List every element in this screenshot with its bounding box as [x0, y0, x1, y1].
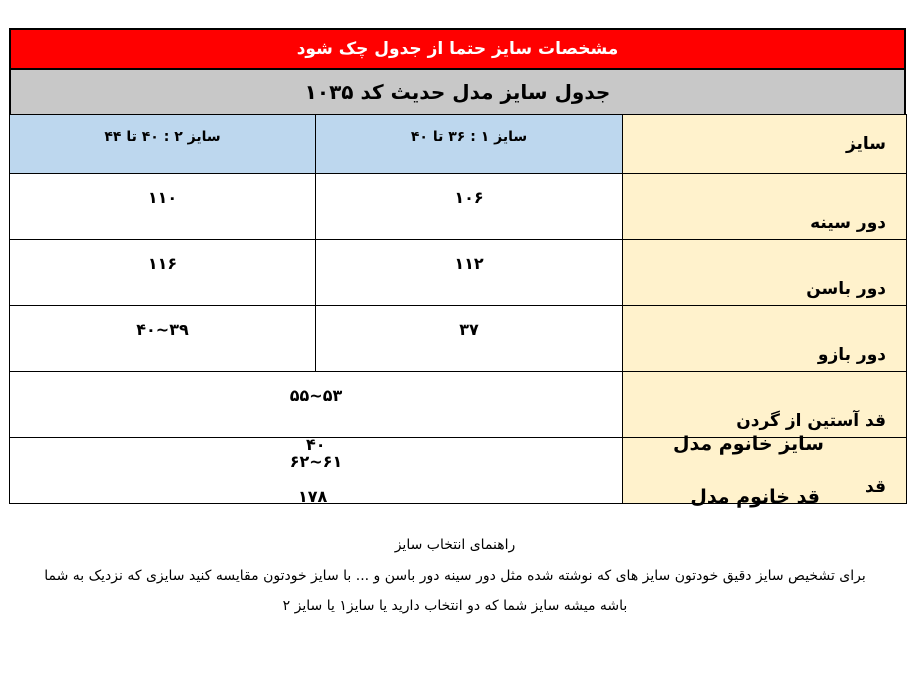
header-size1-cell: [316, 115, 623, 174]
row-size1-value: ۱۱۲: [454, 254, 484, 273]
header-size2-cell: [10, 115, 316, 174]
row-size1-cell: [316, 240, 623, 306]
row-label: دور باسن: [806, 279, 886, 299]
row-label-cell: [623, 306, 907, 372]
row-size2-cell: [10, 174, 316, 240]
row-merged-cell: [10, 372, 623, 438]
row-merged-value: ۶۱~۶۲: [289, 452, 343, 471]
table-title-band: [9, 68, 906, 116]
header-label-cell: [623, 115, 907, 174]
row-size1-value: ۱۰۶: [454, 188, 484, 207]
model-size-label: سایز خانوم مدل: [672, 433, 824, 455]
row-size2-value: ۱۱۶: [147, 254, 178, 273]
model-height-label: قد خانوم مدل: [690, 486, 820, 508]
header-label: سایز: [845, 134, 886, 154]
row-size1-cell: [316, 306, 623, 372]
model-height-value: ۱۷۸: [298, 487, 328, 506]
row-size2-value: ۱۱۰: [147, 188, 178, 207]
warning-banner-text: مشخصات سایز حتما از جدول چک شود: [296, 39, 619, 59]
row-size1-cell: [316, 174, 623, 240]
table-row: [10, 174, 907, 240]
row-size2-cell: [10, 240, 316, 306]
row-size1-value: ۳۷: [459, 320, 479, 339]
row-label-cell: [623, 174, 907, 240]
row-size2-cell: [10, 306, 316, 372]
table-title: جدول سایز مدل حدیث کد ۱۰۳۵: [304, 80, 611, 104]
row-label: قد آستین از گردن: [736, 411, 886, 431]
guide-title: راهنمای انتخاب سایز: [394, 537, 516, 553]
row-label: دور سینه: [810, 213, 886, 233]
header-size1: سایز ۱ : ۳۶ تا ۴۰: [410, 129, 528, 145]
row-size2-value: ۳۹~۴۰: [136, 320, 189, 339]
row-label: دور بازو: [817, 345, 886, 365]
model-size-value: ۴۰: [306, 435, 326, 454]
table-row: [10, 240, 907, 306]
warning-banner: [9, 28, 906, 70]
table-row: [10, 372, 907, 438]
table-header-row: [10, 115, 907, 174]
row-label-cell: [623, 240, 907, 306]
guide-text-line1: برای تشخیص سایز دقیق خودتون سایز های که نوشته شده مثل دور سینه دور باسن و ... با سایز خودتون مقایسه کنید سایزی که نزدیک به شما: [44, 568, 866, 584]
row-label: قد: [865, 477, 886, 497]
row-label-cell: [623, 372, 907, 438]
row-merged-value: ۵۳~۵۵: [289, 386, 343, 405]
table-row: [10, 306, 907, 372]
header-size2: سایز ۲ : ۴۰ تا ۴۴: [104, 129, 221, 145]
guide-text-line2: باشه میشه سایز شما که دو انتخاب دارید یا سایز۱ یا سایز ۲: [282, 598, 628, 614]
